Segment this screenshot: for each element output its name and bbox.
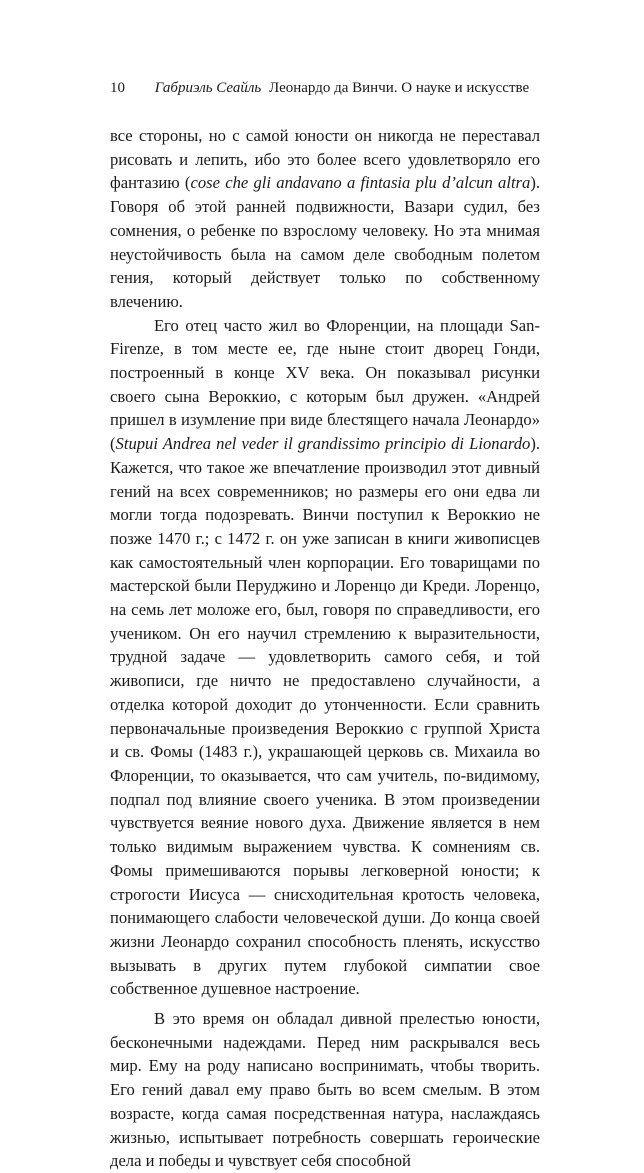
running-header-title: Леонардо да Винчи. О науке и искусстве [269,80,530,96]
paragraph-1-italic-quote: cose che gli andavano a fintasia plu d’alcun altra [190,173,531,193]
paragraph-2-text: Его отец часто жил во Флоренции, на площади San-Firenze, в том месте ее, где ныне стоит дворец Гонди, построенный в конце XV века. Он показывал рисунки своего сына Вероккио, с которым был дружен. «Андрей пришел в изумление при виде блестящего начала Леонардо» ( [110,315,540,454]
running-header [110,78,540,98]
paragraph-3-text: В это время он обладал дивной прелестью юности, бесконечными надеждами. Перед ним раскрывался весь мир. Ему на роду написано воспринимать, чтобы творить. Его гений давал ему право быть во всем смелым. В этом возрасте, когда самая посредственная натура, наслаждаясь жизнью, испытывает потребность совершать героические дела и победы и чувствует себя способной [110,1009,540,1171]
paragraph-2-italic-quote: Stupui Andrea nel veder il grandissimo principio di Lionardo [115,434,531,454]
page-number: 10 [110,80,125,96]
paragraph-2 [110,314,540,1001]
running-header-author: Габриэль Сеайль [154,80,262,96]
paragraph-2-text-end: ). Кажется, что такое же впечатление производил этот дивный гений на всех современников; но размеры его они едва ли могли тогда подозревать. Винчи поступил к Вероккио не позже 1470 г.; с 1472 г. он уже записан в книги живописцев как самостоятельный член корпорации. Его товарищами по мастерской были Перуджино и Лоренцо ди Креди. Лоренцо, на семь лет моложе его, был, говоря по справедливости, его учеником. Он его научил стремлению к выразительности, трудной задаче — удовлетворить самого себя, и той живописи, где ничто не предоставлено случайности, а отделка которой доходит до утонченности. Если сравнить первоначальные произведения Вероккио с группой Христа и св. Фомы (1483 г.), украшающей церковь св. Михаила во Флоренции, то оказывается, что сам учитель, по-видимому, подпал под влияние своего ученика. В этом произведении чувствуется веяние нового духа. Движение является в нем только видимым выражением чувства. К сомнениям св. Фомы примешиваются порывы легковерной юности; к строгости Иисуса — снисходительная кротость человека, понимающего слабости человеческой души. До конца своей жизни Леонардо сохранил способность пленять, искусство вызывать в других путем глубокой симпатии свое собственное душевное настроение. [110,434,540,999]
paragraph-1-text-end: ). Говоря об этой ранней подвижности, Вазари судил, без сомнения, о ребенке по взрослому человеку. Но эта мнимая неустойчивость была на самом деле свободным полетом гения, который действует только по собственному влечению. [110,173,540,311]
body-text [110,124,540,1173]
paragraph-1 [110,124,540,314]
paragraph-1-text: все стороны, но с самой юности он никогда не переставал рисовать и лепить, ибо это более всего удовлетворяло его фантазию ( [110,126,540,193]
paragraph-3 [110,1007,540,1173]
